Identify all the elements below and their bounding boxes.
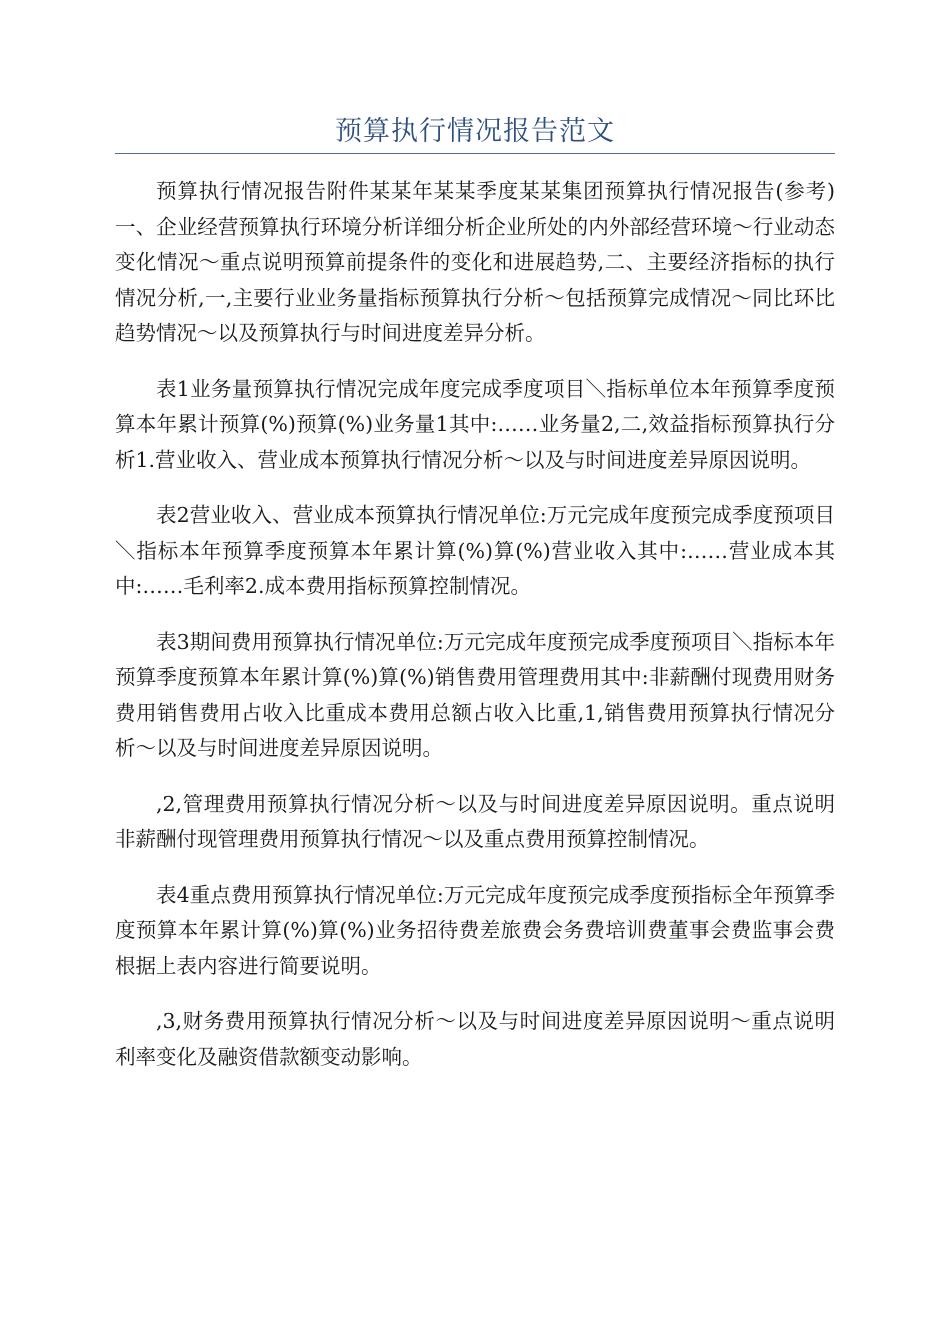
paragraph-5: ,2,管理费用预算执行情况分析～以及与时间进度差异原因说明。重点说明非薪酬付现管理费用预算执行情况～以及重点费用预算控制情况。 bbox=[115, 791, 835, 851]
paragraph-3: 表2营业收入、营业成本预算执行情况单位:万元完成年度预完成季度预项目＼指标本年预算季度预算本年累计算(%)算(%)营业收入其中:……营业成本其中:……毛利率2.成本费用指标预算控制情况。 bbox=[115, 503, 835, 598]
paragraph-2: 表1业务量预算执行情况完成年度完成季度项目＼指标单位本年预算季度预算本年累计预算(%)预算(%)业务量1其中:……业务量2,二,效益指标预算执行分析1.营业收入、营业成本预算执行情况分析～以及与时间进度差异原因说明。 bbox=[115, 376, 835, 472]
paragraph-6: 表4重点费用预算执行情况单位:万元完成年度预完成季度预指标全年预算季度预算本年累计算(%)算(%)业务招待费差旅费会务费培训费董事会费监事会费根据上表内容进行简要说明。 bbox=[115, 882, 835, 978]
document-body bbox=[115, 174, 835, 1095]
title-underline bbox=[115, 153, 835, 154]
document-title: 预算执行情况报告范文 bbox=[335, 116, 615, 147]
paragraph-4: 表3期间费用预算执行情况单位:万元完成年度预完成季度预项目＼指标本年预算季度预算本年累计算(%)算(%)销售费用管理费用其中:非薪酬付现费用财务费用销售费用占收入比重成本费用总额占收入比重,1,销售费用预算执行情况分析～以及与时间进度差异原因说明。 bbox=[115, 629, 835, 760]
paragraph-1: 预算执行情况报告附件某某年某某季度某某集团预算执行情况报告(参考)一、企业经营预算执行环境分析详细分析企业所处的内外部经营环境～行业动态变化情况～重点说明预算前提条件的变化和进展趋势,二、主要经济指标的执行情况分析,一,主要行业业务量指标预算执行分析～包括预算完成情况～同比环比趋势情况～以及预算执行与时间进度差异分析。 bbox=[115, 179, 835, 345]
paragraph-7: ,3,财务费用预算执行情况分析～以及与时间进度差异原因说明～重点说明利率变化及融资借款额变动影响。 bbox=[115, 1009, 835, 1069]
